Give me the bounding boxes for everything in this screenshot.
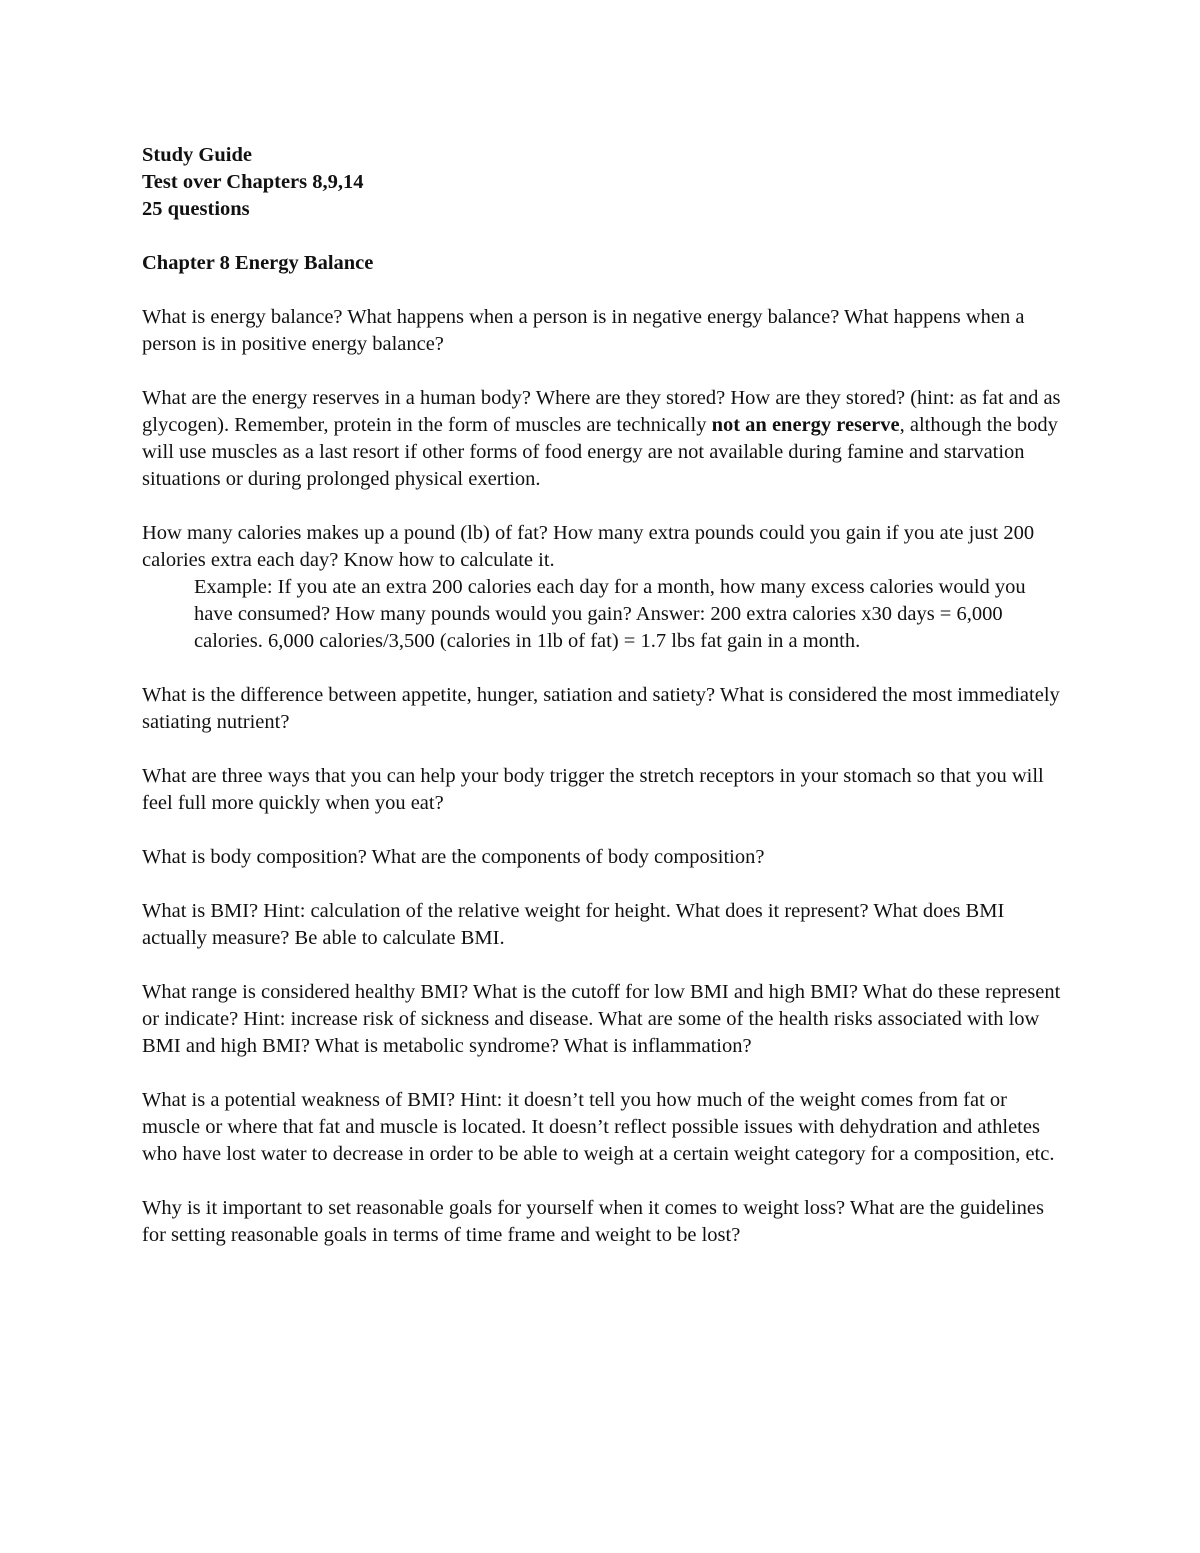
reserves-text-end: , although the body will use muscles as a last resort if other forms of food energy are not available during famine and starvation situations or during prolonged physical exertion. bbox=[142, 414, 1058, 490]
paragraph-bmi-range: What range is considered healthy BMI? What is the cutoff for low BMI and high BMI? What do these represent or indicate? Hint: increase risk of sickness and disease. What are some of the health risks associated with low BMI and high BMI? What is metabolic syndrome? What is inflammation? bbox=[142, 981, 1061, 1057]
paragraph-body-composition: What is body composition? What are the components of body composition? bbox=[142, 846, 765, 868]
paragraph-stretch-receptors: What are three ways that you can help your body trigger the stretch receptors in your stomach so that you will feel full more quickly when you eat? bbox=[142, 765, 1044, 814]
document-content bbox=[142, 142, 1062, 1276]
reserves-text-start: What are the energy reserves in a human body? Where are they stored? How are they stored? (hint: as fat and as glycogen). Remember, protein in the form of muscles are technically bbox=[142, 387, 1061, 436]
doc-subtitle: Test over Chapters 8,9,14 bbox=[142, 171, 364, 193]
paragraph-energy-balance: What is energy balance? What happens when a person is in negative energy balance? What happens when a person is in positive energy balance? bbox=[142, 306, 1025, 355]
paragraph-bmi-weakness: What is a potential weakness of BMI? Hint: it doesn’t tell you how much of the weight comes from fat or muscle or where that fat and muscle is located. It doesn’t reflect possible issues with dehydration and athletes who have lost water to decrease in order to be able to weigh at a certain weight category for a composition, etc. bbox=[142, 1089, 1055, 1165]
paragraph-goals: Why is it important to set reasonable goals for yourself when it comes to weight loss? What are the guidelines for setting reasonable goals in terms of time frame and weight to be lost? bbox=[142, 1197, 1044, 1246]
paragraph-calories-pound: How many calories makes up a pound (lb) of fat? How many extra pounds could you gain if you ate just 200 calories extra each day? Know how to calculate it. bbox=[142, 522, 1035, 571]
paragraph-energy-reserves bbox=[142, 385, 1062, 493]
question-count: 25 questions bbox=[142, 198, 250, 220]
paragraph-appetite: What is the difference between appetite, hunger, satiation and satiety? What is considered the most immediately satiating nutrient? bbox=[142, 684, 1060, 733]
chapter-heading: Chapter 8 Energy Balance bbox=[142, 252, 374, 274]
paragraph-bmi: What is BMI? Hint: calculation of the relative weight for height. What does it represent? What does BMI actually measure? Be able to calculate BMI. bbox=[142, 900, 1005, 949]
paragraph-calories-example: Example: If you ate an extra 200 calories each day for a month, how many excess calories would you have consumed? How many pounds would you gain? Answer: 200 extra calories x30 days = 6,000 calories. 6,000 calories/3,500 (calories in 1lb of fat) = 1.7 lbs fat gain in a month. bbox=[194, 576, 1026, 652]
reserves-bold-text: not an energy reserve bbox=[711, 414, 900, 436]
doc-title: Study Guide bbox=[142, 144, 252, 166]
